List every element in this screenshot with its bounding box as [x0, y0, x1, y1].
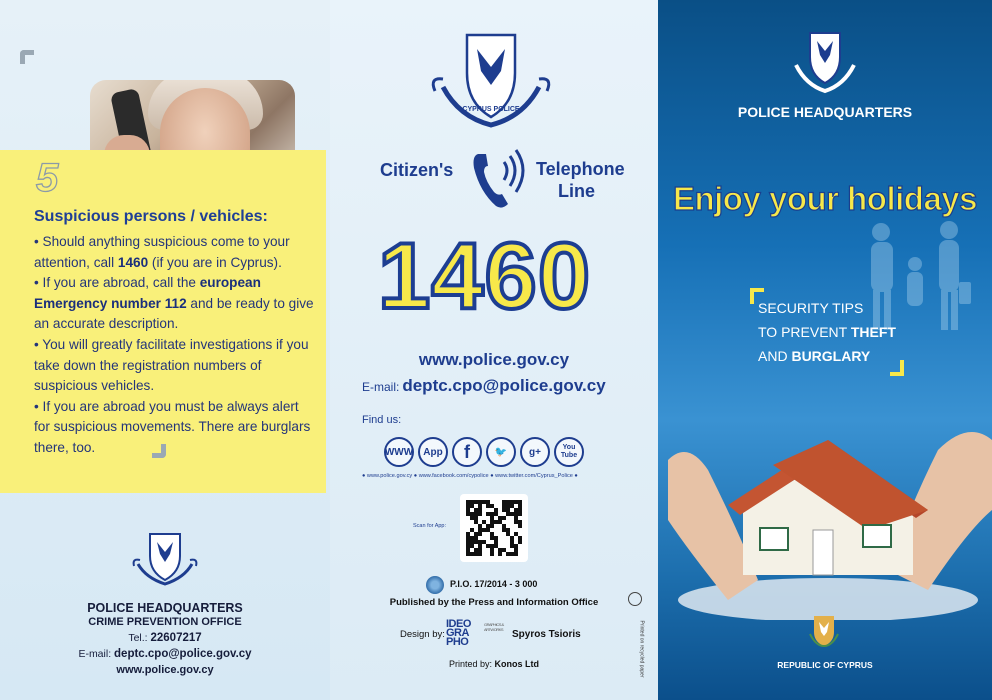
pio-logo-icon [426, 576, 444, 594]
tip-bullet: • If you are abroad, call the european Emergency number 112 and be ready to give an accurate description. [34, 275, 314, 332]
social-links: ● www.police.gov.cy ● www.facebook.com/cypolice ● www.twitter.com/Cyprus_Police ● [362, 473, 578, 479]
find-us-label: Find us: [362, 414, 402, 426]
hands-protecting-house-image [668, 400, 992, 620]
ideographo-logo: IDEO GRA PHO GRAPHICS & ARTWORKS [446, 618, 504, 648]
scan-label: Scan for App: [413, 523, 447, 529]
tip-title: Suspicious persons / vehicles: [34, 208, 268, 225]
website-link[interactable]: www.police.gov.cy [418, 350, 570, 369]
twitter-icon[interactable]: 🐦 [486, 437, 516, 467]
printed-by: Printed by: Konos Ltd [448, 659, 540, 669]
email-link[interactable]: deptc.cpo@police.gov.cy [402, 376, 606, 395]
telephone-icon [470, 140, 530, 215]
pio-number: P.I.O. 17/2014 - 3 000 [450, 579, 538, 589]
security-tips: SECURITY TIPS TO PREVENT THEFT AND BURGLARY [758, 300, 896, 364]
social-icons [384, 437, 584, 467]
web-icon[interactable]: WWW [384, 437, 414, 467]
cyprus-police-crest-icon [425, 25, 557, 130]
citizens-label: Citizen's [380, 160, 454, 180]
telephone-line-label: Telephone Line [536, 159, 625, 201]
right-panel [658, 0, 992, 700]
police-crest-icon [130, 520, 200, 590]
svg-text:CYPRUS POLICE: CYPRUS POLICE [462, 106, 520, 113]
footer-web: www.police.gov.cy [116, 664, 214, 676]
youtube-icon[interactable]: You Tube [554, 437, 584, 467]
hq-title: POLICE HEADQUARTERS [737, 104, 913, 120]
bracket-close [890, 360, 904, 376]
email-line: E-mail: deptc.cpo@police.gov.cy [362, 376, 606, 395]
tip-body [34, 232, 314, 459]
footer-email: E-mail: deptc.cpo@police.gov.cy [78, 648, 252, 660]
design-by-label: Design by: [400, 629, 445, 640]
footer-office: CRIME PREVENTION OFFICE [88, 616, 242, 628]
designer-name: Spyros Tsioris [512, 629, 581, 640]
police-crest-icon [788, 25, 862, 97]
facebook-icon[interactable]: f [452, 437, 482, 467]
recycled-note: Printed on recycled paper [638, 620, 645, 678]
published-by: Published by the Press and Information Office [389, 597, 599, 608]
qr-code[interactable] [460, 494, 528, 562]
tip-bullet: • If you are abroad you must be always alert for suspicious movements. There are burglars there, too. [34, 398, 311, 455]
contact-footer [0, 520, 330, 676]
app-icon[interactable]: App [418, 437, 448, 467]
middle-panel [330, 0, 658, 700]
headline: Enjoy your holidays [672, 180, 978, 217]
left-panel [0, 0, 330, 700]
cyprus-emblem-icon [808, 612, 840, 648]
footer-tel: Tel.: 22607217 [128, 632, 202, 644]
hotline-number: 1460 [378, 223, 592, 328]
quote-mark-open [20, 50, 34, 64]
tip-bullet: • You will greatly facilitate investigations if you take down the registration numbers of suspicious vehicles. [34, 336, 309, 394]
republic-label: REPUBLIC OF CYPRUS [777, 660, 873, 670]
footer-hq: POLICE HEADQUARTERS [87, 601, 243, 615]
recycle-icon [628, 592, 642, 606]
tip-number: 5 [36, 156, 59, 200]
tip-bullet: • Should anything suspicious come to your attention, call 1460 (if you are in Cyprus). [34, 234, 290, 270]
googleplus-icon[interactable]: g+ [520, 437, 550, 467]
